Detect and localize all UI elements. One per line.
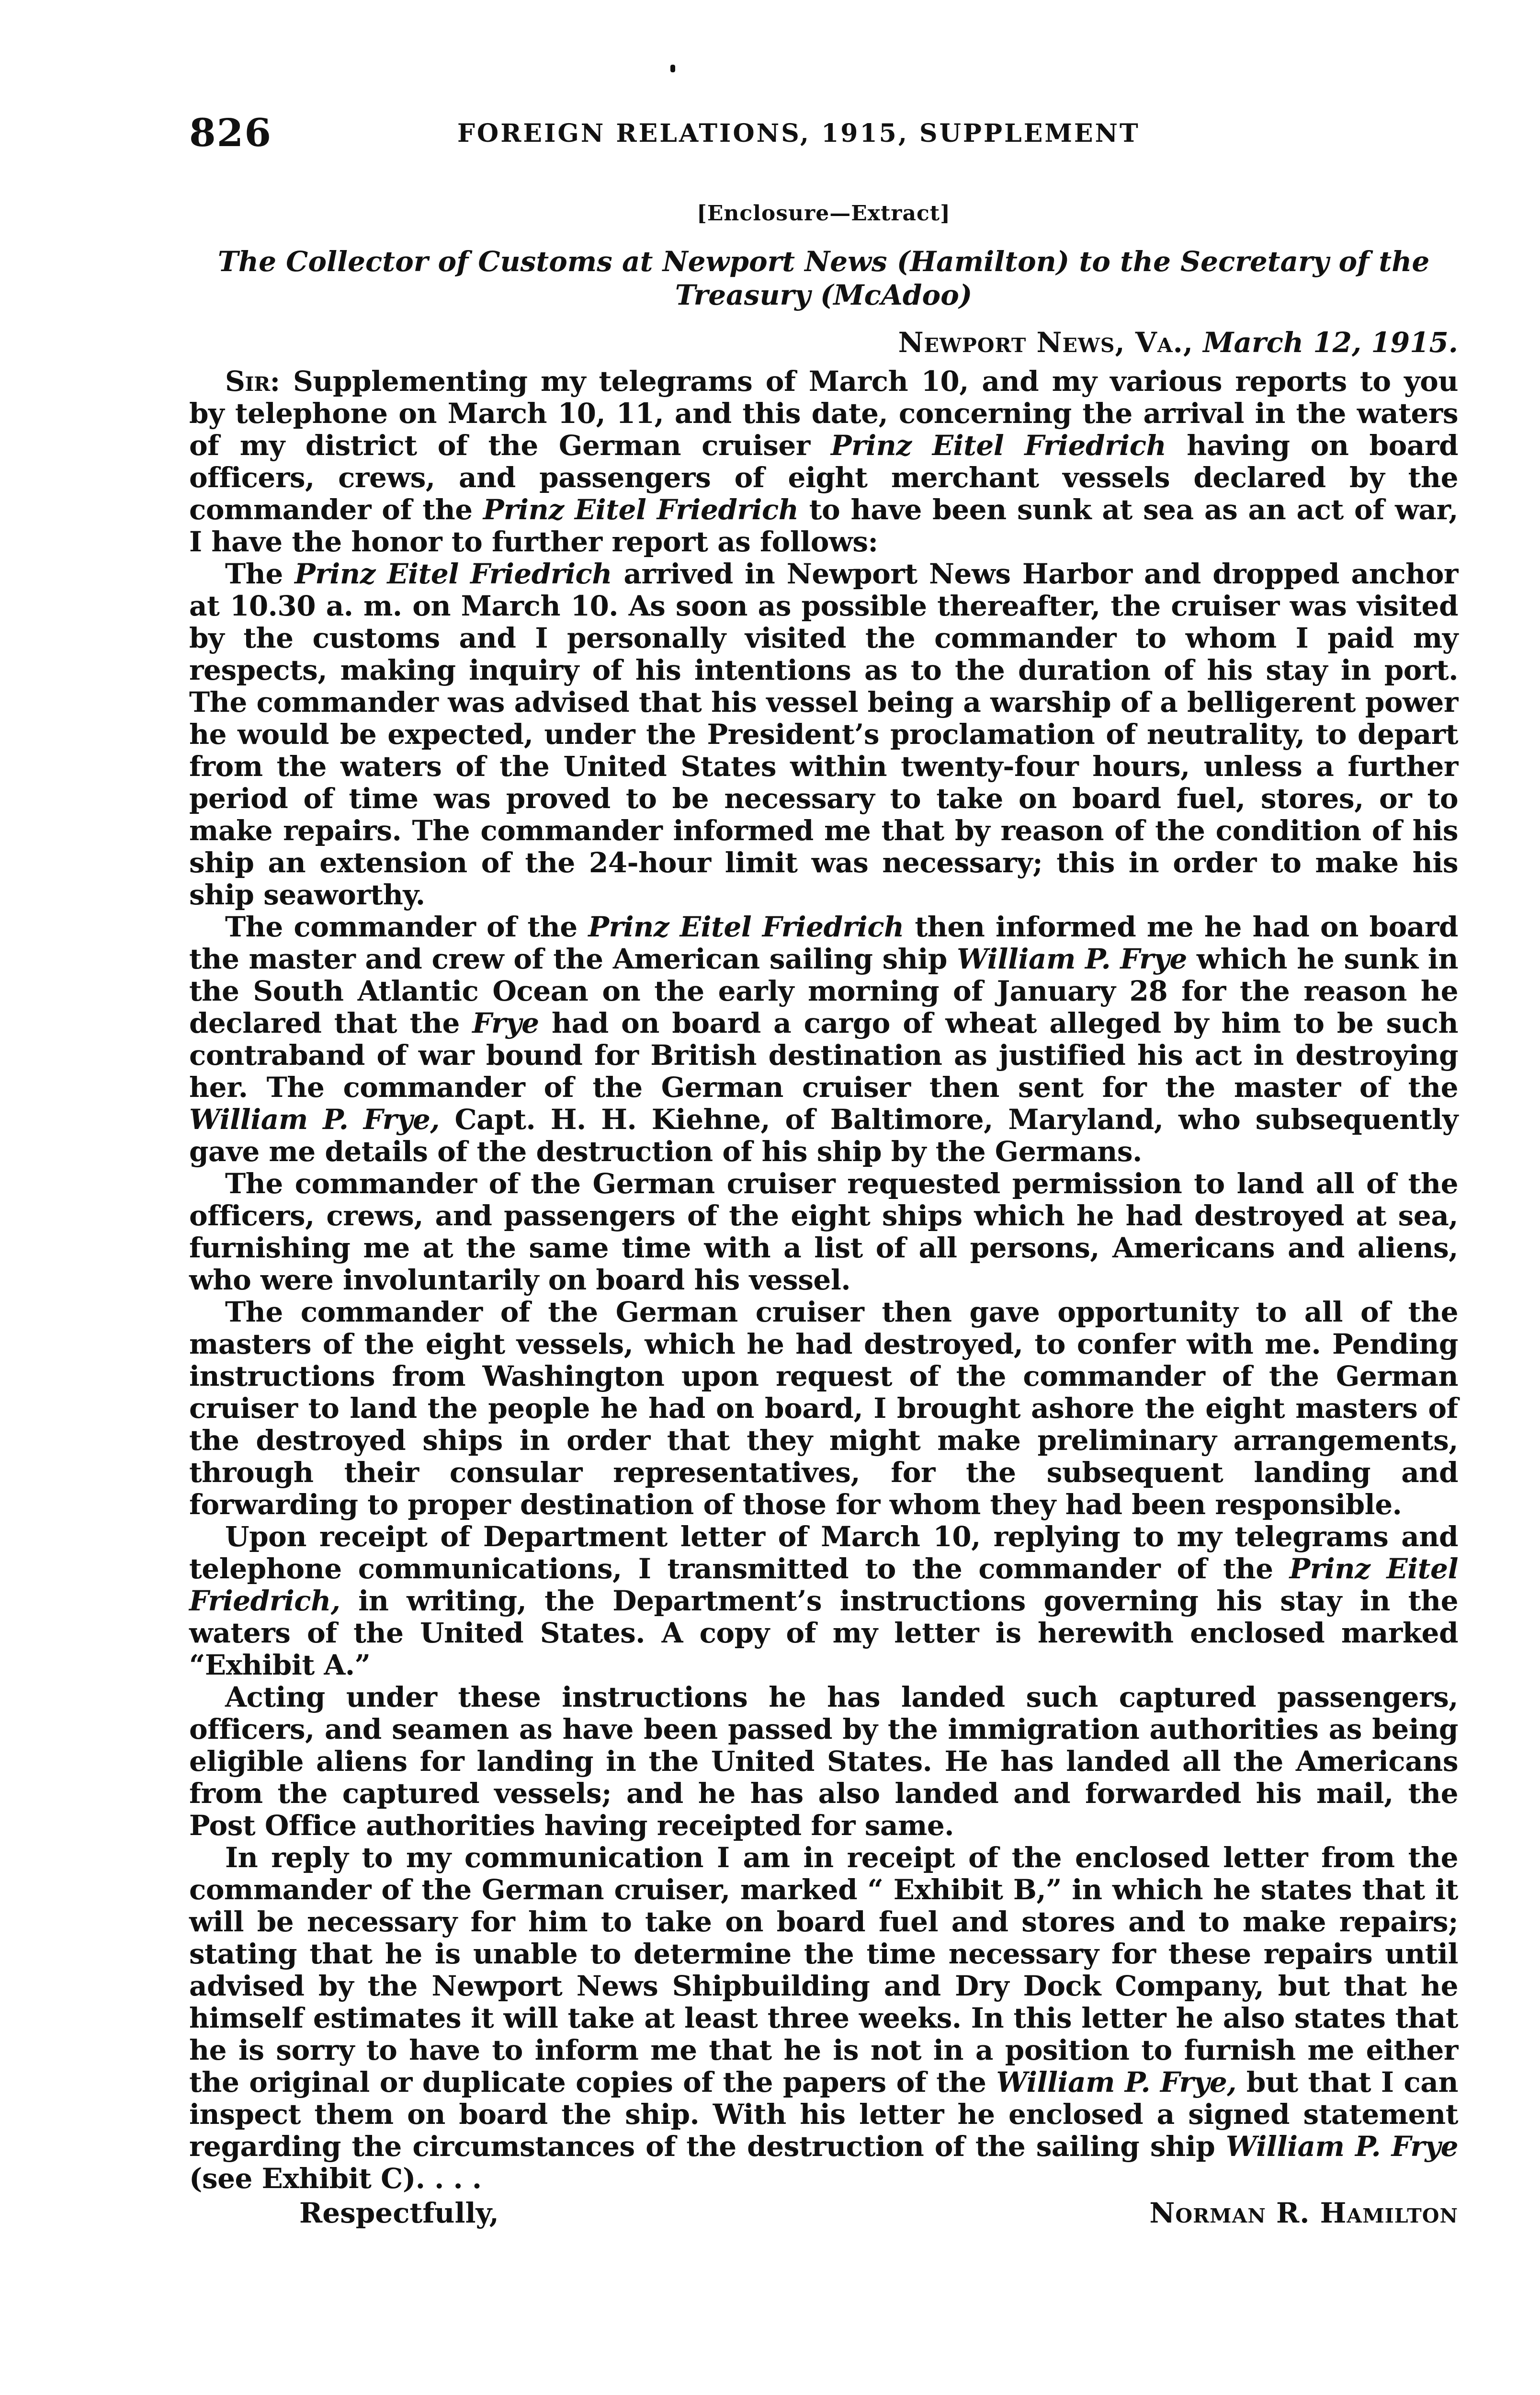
enclosure-label: [Enclosure—Extract]: [697, 201, 951, 226]
ship-name: Prinz Eitel Friedrich: [483, 493, 799, 526]
dateline: [189, 326, 1458, 359]
page-number: 826: [189, 110, 272, 155]
ship-name: Prinz Eitel Friedrich: [588, 911, 904, 943]
salutation: Sir:: [225, 365, 280, 398]
dateline-date: March 12, 1915.: [1203, 326, 1458, 359]
ship-name: Prinz Eitel Friedrich,: [189, 1552, 1458, 1617]
paragraph-3: The commander of the Prinz Eitel Friedrich then informed me he had on board the master and crew of the American sailing ship William P. Frye which he sunk in the South Atlantic Ocean on the early morning of January 28 for the reason he declared that the Frye had on board a cargo of wheat alleged by him to be such contraband of war bound for British destination as justified his act in destroying her. The commander of the German cruiser then sent for the master of the William P. Frye, Capt. H. H. Kiehne, of Baltimore, Maryland, who subsequently gave me details of the destruction of his ship by the Germans.: [189, 911, 1459, 1168]
ship-name: William P. Frye,: [189, 1103, 440, 1136]
paragraph-5: The commander of the German cruiser then gave opportunity to all of the masters of the eight vessels, which he had destroyed, to confer with me. Pending instructions from Washington upon request of the commander of the German cruiser to land the people he had on board, I brought ashore the eight masters of the destroyed ships in order that they might make preliminary arrangements, through their consular representatives, for the subsequent landing and forwarding to proper destination of those for whom they had been responsible.: [189, 1296, 1458, 1521]
paragraph-2: The Prinz Eitel Friedrich arrived in Newport News Harbor and dropped anchor at 10.30 a. m. on March 10. As soon as possible thereafter, the cruiser was visited by the customs and I personally visited the commander to whom I paid my respects, making inquiry of his intentions as to the duration of his stay in port. The commander was advised that his vessel being a warship of a belligerent power he would be expected, under the President’s proclamation of neutrality, to depart from the waters of the United States within twenty-four hours, unless a further period of time was proved to be necessary to take on board fuel, stores, or to make repairs. The commander informed me that by reason of the condition of his ship an extension of the 24-hour limit was necessary; this in order to make his ship seaworthy.: [189, 558, 1458, 911]
signature: Norman R. Hamilton: [1149, 2197, 1458, 2229]
page-header: [189, 110, 1458, 168]
running-title: FOREIGN RELATIONS, 1915, SUPPLEMENT: [457, 119, 1140, 148]
paragraph-7: Acting under these instructions he has landed such captured passengers, officers, and seamen as have been passed by the immigration authorities as being eligible aliens for landing in the United States. He has landed all the Americans from the captured vessels; and he has also landed and forwarded his mail, the Post Office authorities having receipted for same.: [189, 1681, 1458, 1842]
dateline-place: Newport News, Va.,: [898, 326, 1194, 359]
speck-mark: [670, 65, 675, 72]
ship-name: William P. Frye: [1225, 2130, 1458, 2163]
ship-name: Prinz Eitel Friedrich: [294, 558, 612, 590]
ship-name: William P. Frye,: [996, 2066, 1236, 2098]
ship-name: Prinz Eitel Friedrich: [830, 429, 1166, 462]
signature-block: [189, 2197, 1458, 2235]
closing: Respectfully,: [299, 2197, 499, 2229]
document-page: [189, 110, 1458, 2235]
paragraph-4: The commander of the German cruiser requested permission to land all of the officers, crews, and passengers of the eight ships which he had destroyed at sea, furnishing me at the same time with a list of all persons, Americans and aliens, who were involuntarily on board his vessel.: [189, 1167, 1458, 1296]
paragraph-1: Sir: Supplementing my telegrams of March 10, and my various reports to you by telephone on March 10, 11, and this date, concerning the arrival in the waters of my district of the German cruiser Prinz Eitel Friedrich having on board officers, crews, and passengers of eight merchant vessels declared by the commander of the Prinz Eitel Friedrich to have been sunk at sea as an act of war, I have the honor to further report as follows:: [189, 365, 1458, 558]
ship-name: Frye: [472, 1007, 539, 1039]
letter-title: The Collector of Customs at Newport News (Hamilton) to the Secretary of the Treasury (McAdoo): [217, 245, 1430, 311]
paragraph-6: Upon receipt of Department letter of March 10, replying to my telegrams and telephone communications, I transmitted to the commander of the Prinz Eitel Friedrich, in writing, the Department’s instructions governing his stay in the waters of the United States. A copy of my letter is herewith enclosed marked “Exhibit A.”: [189, 1520, 1458, 1681]
paragraph-8: In reply to my communication I am in receipt of the enclosed letter from the commander of the German cruiser, marked “ Exhibit B,” in which he states that it will be necessary for him to take on board fuel and stores and to make repairs; stating that he is unable to determine the time necessary for these repairs until advised by the Newport News Shipbuilding and Dry Dock Company, but that he himself estimates it will take at least three weeks. In this letter he also states that he is sorry to have to inform me that he is not in a position to furnish me either the original or duplicate copies of the papers of the William P. Frye, but that I can inspect them on board the ship. With his letter he enclosed a signed statement regarding the circumstances of the destruction of the sailing ship William P. Frye (see Exhibit C). . . .: [189, 1841, 1458, 2195]
ship-name: William P. Frye: [957, 943, 1187, 975]
